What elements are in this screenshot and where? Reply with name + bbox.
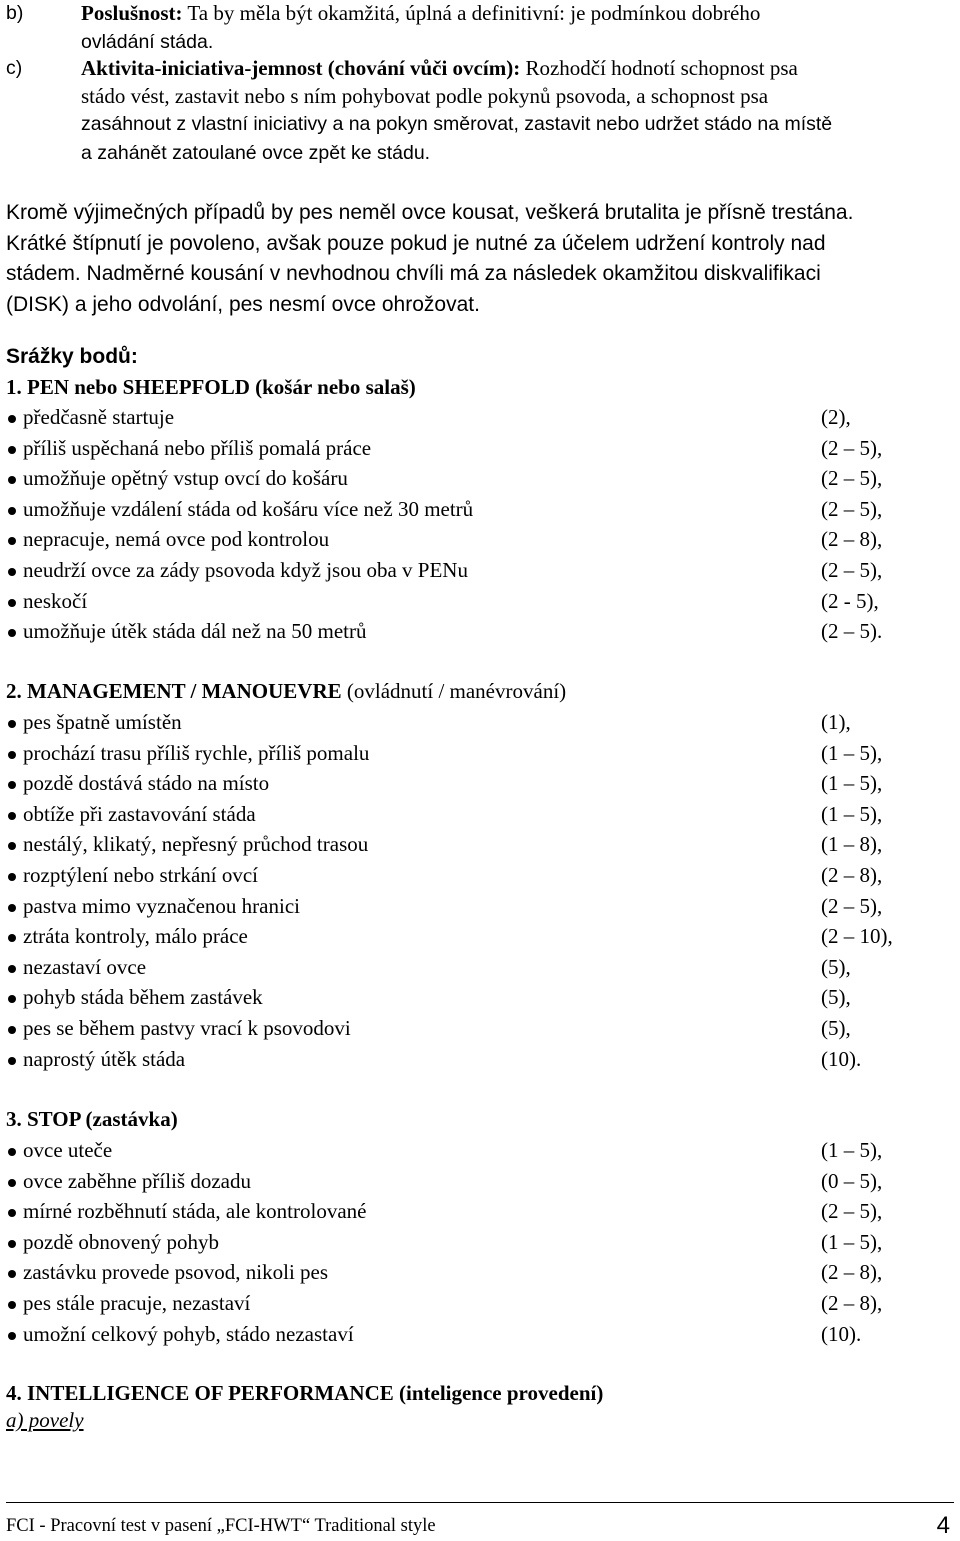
item-penalty: (5), [821, 954, 851, 979]
item-text: prochází trasu příliš rychle, příliš pomalu [23, 740, 370, 765]
bullet-icon [8, 965, 16, 973]
item-penalty: (2 – 5), [821, 557, 883, 582]
list-item [6, 982, 906, 1013]
bullet-icon [8, 751, 16, 759]
item-penalty: (5), [821, 985, 851, 1010]
intro-line-2: Krátké štípnutí je povoleno, avšak pouze pokud je nutné za účelem udržení kontroly nad [6, 231, 826, 255]
item-c-title: Aktivita-iniciativa-jemnost (chování vůči ovcím): [81, 56, 521, 80]
section-4-title [6, 1379, 603, 1407]
item-c-line2: stádo vést, zastavit nebo s ním pohybovat podle pokynů psovoda, a schopnost psa [81, 83, 769, 108]
item-penalty: (2 – 8), [821, 527, 883, 552]
bullet-icon [8, 1332, 16, 1340]
section-1-title [6, 373, 416, 401]
bullet-icon [8, 446, 16, 454]
item-penalty: (1 – 5), [821, 740, 883, 765]
list-item [6, 1257, 906, 1288]
item-penalty: (1 – 5), [821, 771, 883, 796]
bullet-icon [8, 781, 16, 789]
intro-paragraph [6, 198, 853, 320]
item-text: nestálý, klikatý, nepřesný průchod trasou [23, 832, 369, 857]
bullet-icon [8, 507, 16, 515]
item-text: umožňuje opětný vstup ovcí do košáru [23, 466, 348, 491]
list-item [6, 829, 906, 860]
bullet-icon [8, 568, 16, 576]
bullet-icon [8, 1179, 16, 1187]
list-item [6, 860, 906, 891]
list-item [6, 1227, 906, 1258]
item-text: příliš uspěchaná nebo příliš pomalá práce [23, 435, 372, 460]
item-penalty: (5), [821, 1015, 851, 1040]
item-penalty: (2 – 5), [821, 1199, 883, 1224]
section-4-title-bold: 4. INTELLIGENCE OF PERFORMANCE (inteligence provedení) [6, 1381, 604, 1405]
item-penalty: (2 – 10), [821, 924, 893, 949]
item-text: pozdě obnovený pohyb [23, 1229, 219, 1254]
item-c-line3: zasáhnout z vlastní iniciativy a na pokyn směrovat, zastavit nebo udržet stádo na místě [81, 113, 833, 135]
item-text: ovce zaběhne příliš dozadu [23, 1168, 251, 1193]
item-text: neskočí [23, 588, 88, 613]
item-b-line2: ovládání stáda. [81, 30, 214, 53]
list-item [6, 402, 906, 433]
item-penalty: (0 – 5), [821, 1168, 883, 1193]
bullet-icon [8, 1026, 16, 1034]
list-item [6, 433, 906, 464]
item-penalty: (2 – 5), [821, 496, 883, 521]
intro-line-1: Kromě výjimečných případů by pes neměl ovce kousat, veškerá brutalita je přísně trestána. [6, 201, 854, 224]
item-text: pes špatně umístěn [23, 710, 182, 734]
list-item [6, 1135, 906, 1166]
item-text: pohyb stáda během zastávek [23, 985, 263, 1010]
section-3-list [6, 1135, 906, 1349]
item-b-label: b) [6, 2, 24, 24]
bullet-icon [8, 812, 16, 820]
item-text: obtíže při zastavování stáda [23, 801, 256, 826]
item-text: neudrží ovce za zády psovoda když jsou oba v PENu [23, 557, 468, 582]
item-text: zastávku provede psovod, nikoli pes [23, 1260, 329, 1285]
subsection-commands-link[interactable]: a) povely [6, 1408, 84, 1432]
list-item [6, 494, 906, 525]
list-item [6, 952, 906, 983]
list-item [6, 1196, 906, 1227]
intro-line-4: (DISK) a jeho odvolání, pes nesmí ovce ohrožovat. [6, 292, 480, 316]
bullet-icon [8, 1057, 16, 1065]
item-penalty: (1 – 8), [821, 832, 883, 857]
bullet-icon [8, 1209, 16, 1217]
item-text: umožní celkový pohyb, stádo nezastaví [23, 1321, 354, 1346]
page-number: 4 [936, 1512, 950, 1539]
list-item [6, 707, 906, 738]
item-text: nezastaví ovce [23, 954, 147, 979]
item-penalty: (2 – 5). [821, 619, 883, 644]
list-item [6, 799, 906, 830]
footer-text: FCI - Pracovní test v pasení „FCI-HWT“ Traditional style [6, 1516, 436, 1536]
item-text: umožňuje útěk stáda dál než na 50 metrů [23, 619, 367, 644]
item-penalty: (2 – 5), [821, 893, 883, 918]
bullet-icon [8, 904, 16, 912]
item-text: pozdě dostává stádo na místo [23, 771, 270, 796]
item-text: mírné rozběhnutí stáda, ale kontrolované [23, 1199, 367, 1224]
item-text: pes stále pracuje, nezastaví [23, 1290, 251, 1315]
bullet-icon [8, 629, 16, 637]
list-item [6, 1013, 906, 1044]
item-penalty: (2 – 5), [821, 466, 883, 491]
item-penalty: (1), [821, 710, 851, 734]
bullet-icon [8, 1148, 16, 1156]
bullet-icon [8, 1240, 16, 1248]
footer-divider [6, 1502, 954, 1503]
section-3-title-bold: 3. STOP (zastávka) [6, 1107, 178, 1131]
bullet-icon [8, 476, 16, 484]
bullet-icon [8, 1270, 16, 1278]
item-b-rest: Ta by měla být okamžitá, úplná a definitivní: je podmínkou dobrého [182, 1, 761, 25]
item-penalty: (2 – 8), [821, 1290, 883, 1315]
item-text: ovce uteče [23, 1138, 113, 1162]
item-penalty: (2 - 5), [821, 588, 879, 613]
item-text: naprostý útěk stáda [23, 1046, 186, 1071]
list-item [6, 891, 906, 922]
list-item [6, 921, 906, 952]
item-c-rest: Rozhodčí hodnotí schopnost psa [520, 56, 798, 80]
list-item [6, 1288, 906, 1319]
item-penalty: (1 – 5), [821, 801, 883, 826]
bullet-icon [8, 1301, 16, 1309]
item-penalty: (10). [821, 1321, 862, 1346]
intro-line-3: stádem. Nadměrné kousání v nevhodnou chvíli má za následek okamžitou diskvalifikaci [6, 262, 821, 285]
section-3-title [6, 1105, 178, 1133]
bullet-icon [8, 934, 16, 942]
list-item [6, 768, 906, 799]
item-c-line4: a zahánět zatoulané ovce zpět ke stádu. [81, 141, 431, 164]
item-penalty: (2 – 8), [821, 1260, 883, 1285]
item-penalty: (1 – 5), [821, 1229, 883, 1254]
bullet-icon [8, 873, 16, 881]
bullet-icon [8, 537, 16, 545]
list-item [6, 1319, 906, 1350]
list-item [6, 616, 906, 647]
item-penalty: (1 – 5), [821, 1138, 883, 1162]
item-b-title: Poslušnost: [81, 1, 183, 25]
item-penalty: (10). [821, 1046, 862, 1071]
item-text: pes se během pastvy vrací k psovodovi [23, 1015, 351, 1040]
deductions-heading: Srážky bodů: [6, 345, 138, 368]
section-2-title-bold: 2. MANAGEMENT / MANOUEVRE [6, 679, 342, 703]
item-penalty: (2), [821, 405, 851, 429]
bullet-icon [8, 599, 16, 607]
item-penalty: (2 – 8), [821, 862, 883, 887]
bullet-icon [8, 995, 16, 1003]
list-item [6, 1044, 906, 1075]
section-1-title-bold: 1. PEN nebo SHEEPFOLD (košár nebo salaš) [6, 375, 416, 399]
list-item [6, 524, 906, 555]
item-text: předčasně startuje [23, 405, 175, 429]
section-1-list [6, 402, 906, 647]
bullet-icon [8, 720, 16, 728]
item-c-label: c) [6, 57, 23, 79]
list-item [6, 463, 906, 494]
item-text: rozptýlení nebo strkání ovcí [23, 862, 259, 887]
section-2-list [6, 707, 906, 1074]
list-item [6, 738, 906, 769]
list-item [6, 1166, 906, 1197]
list-item [6, 555, 906, 586]
item-c-text [81, 55, 832, 167]
list-item [6, 586, 906, 617]
item-penalty: (2 – 5), [821, 435, 883, 460]
bullet-icon [8, 842, 16, 850]
item-text: pastva mimo vyznačenou hranici [23, 893, 300, 918]
section-2-title [6, 677, 566, 705]
item-text: nepracuje, nemá ovce pod kontrolou [23, 527, 330, 552]
item-text: umožňuje vzdálení stáda od košáru více než 30 metrů [23, 496, 474, 521]
bullet-icon [8, 415, 16, 423]
item-text: ztráta kontroly, málo práce [23, 924, 248, 949]
section-2-title-rest: (ovládnutí / manévrování) [341, 679, 567, 703]
item-b-text [81, 0, 760, 56]
